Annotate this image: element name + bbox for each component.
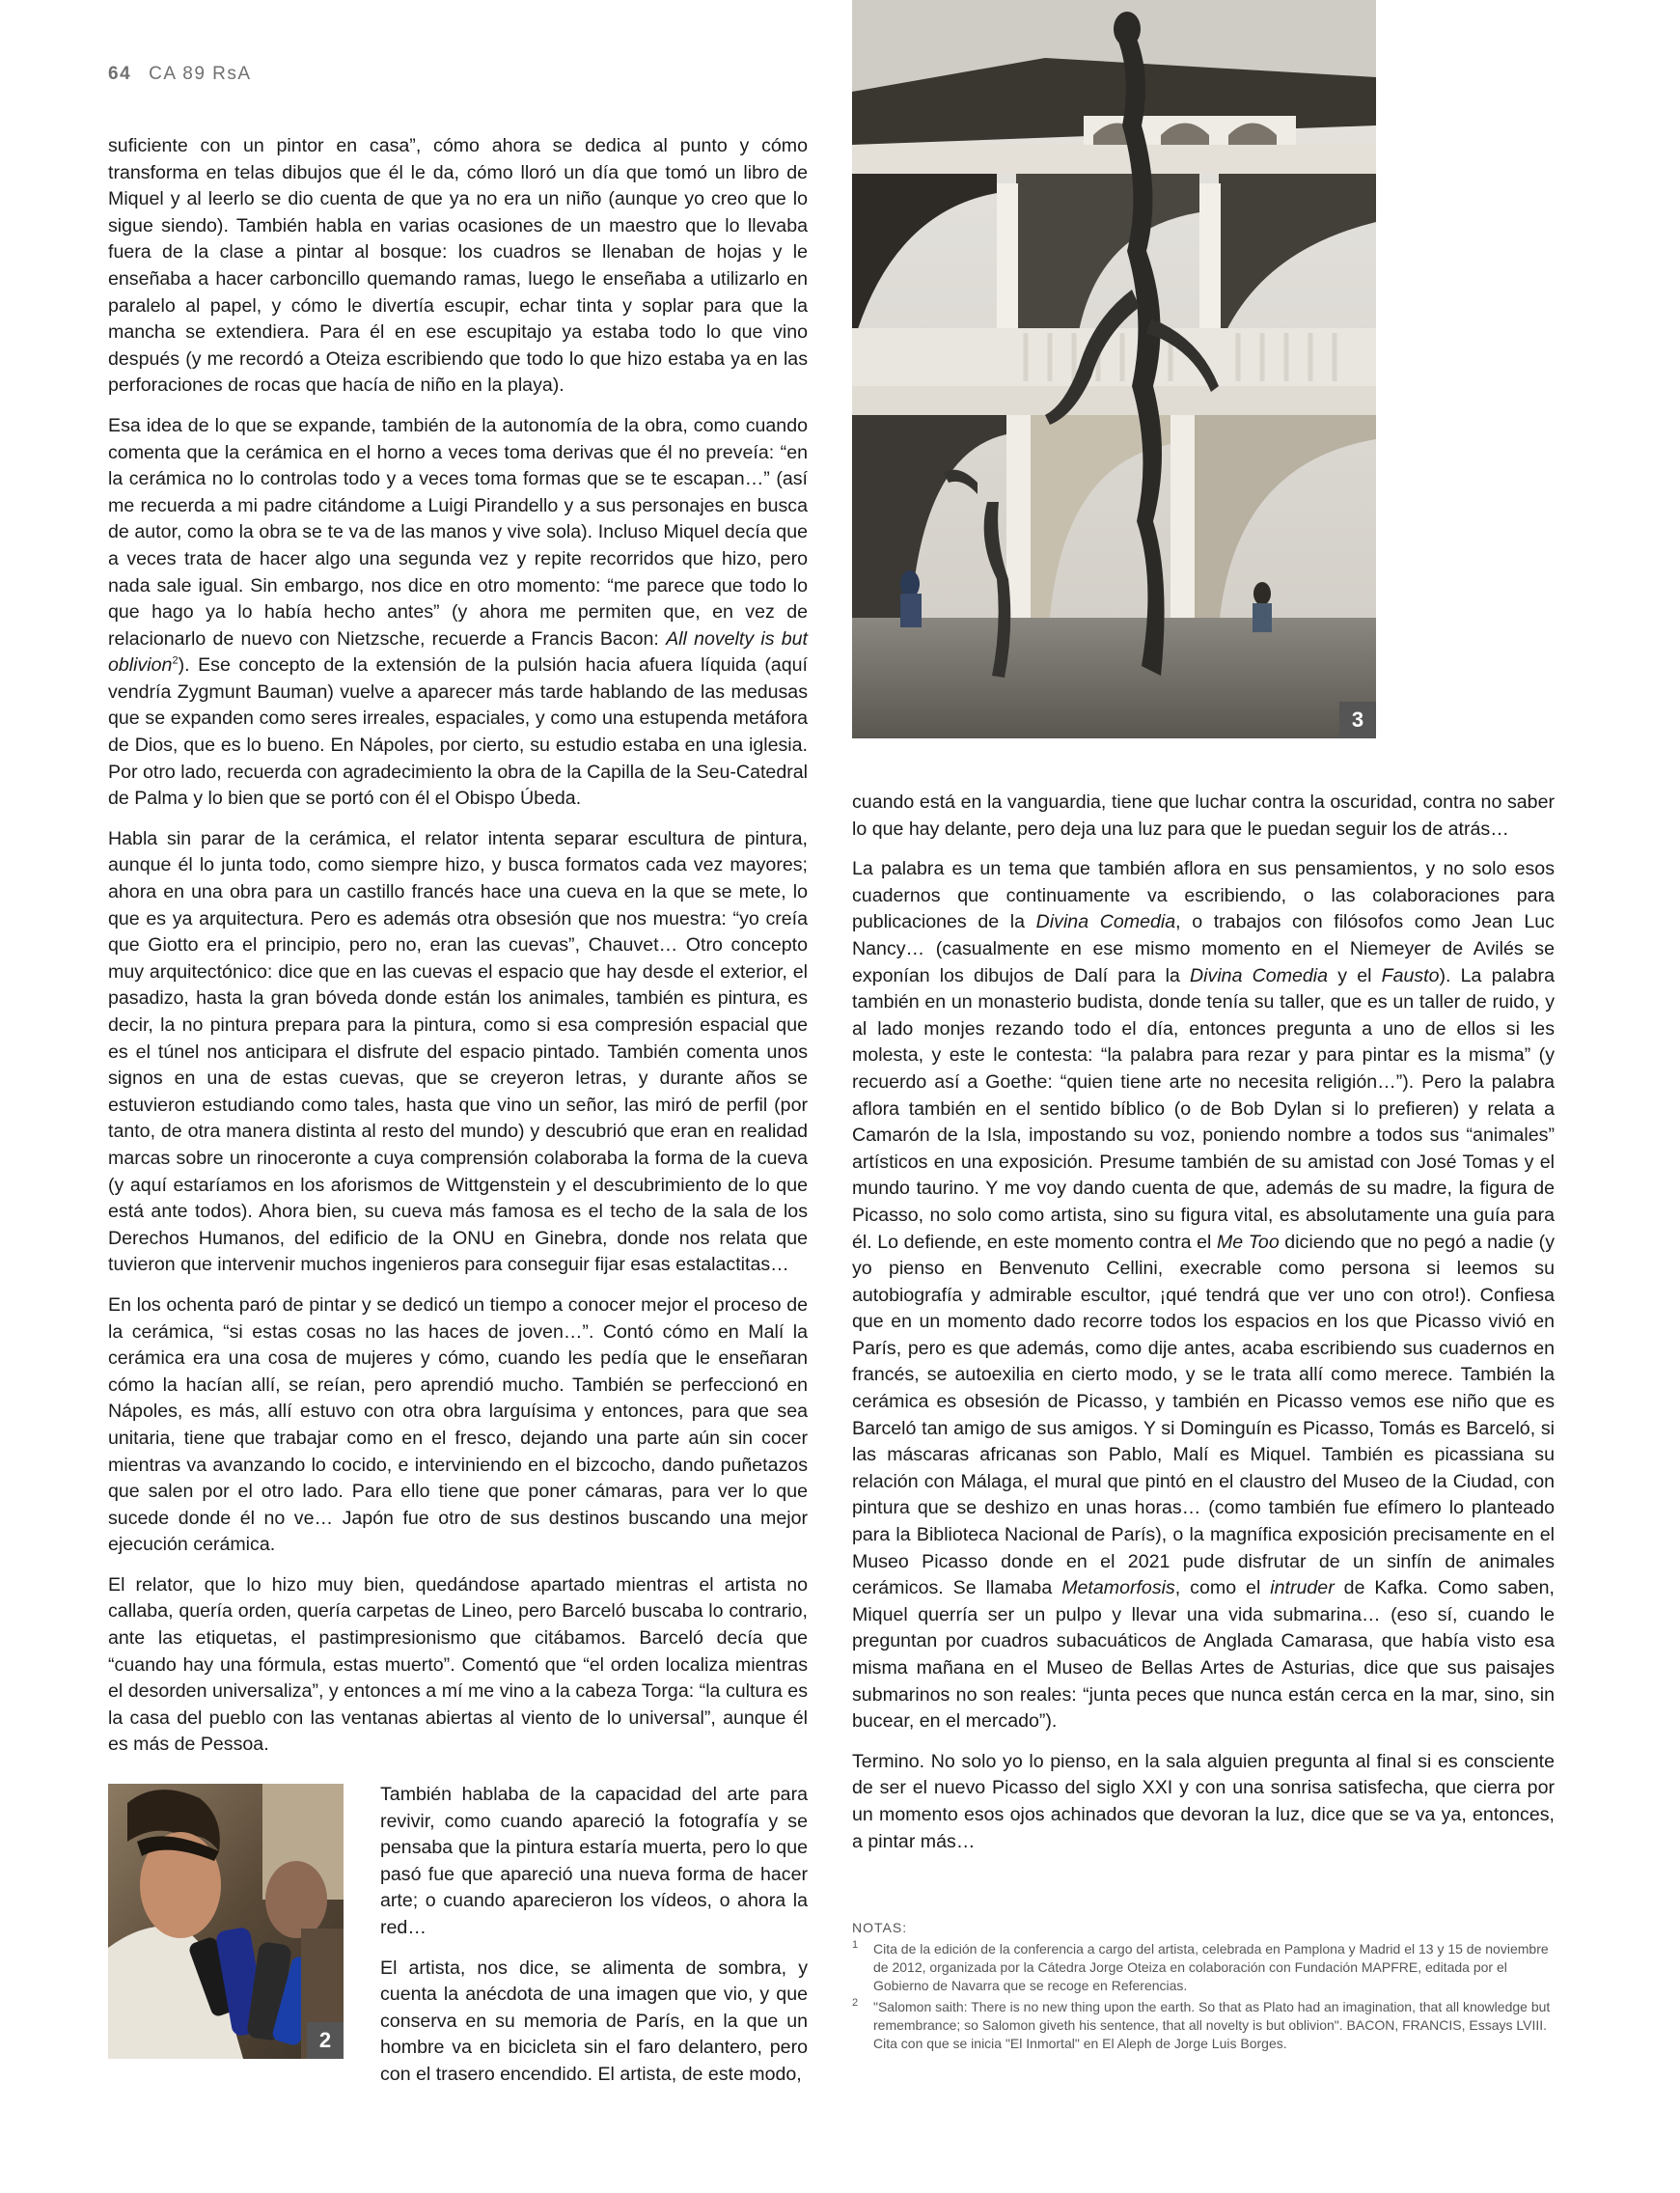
paragraph: Habla sin parar de la cerámica, el relator intenta separar escultura de pintura, aunque él lo junta todo, como siempre hizo, y busca formatos cada vez mayores; ahora en una obra para un castillo francés hace una cueva en la que se mete, lo que es ya arquitectura. Pero es además otra obsesión que nos muestra: “yo creía que Giotto era el principio, pero no, eran las cuevas”, Chauvet… Otro concepto muy arquitectónico: dice que en las cuevas el espacio que hay desde el exterior, el pasadizo, hasta la gran bóveda donde están los animales, también es pintura, es decir, la no pintura prepara para la pintura, como si esa compresión espacial que es el túnel nos anticipara el disfrute del espacio pintado. También comenta unos signos en una de estas cuevas, que se creyeron letras, y durante años se estuvieron estudiando como tales, hasta que vino un señor, las miró de perfil (por tanto, de otra manera distinta al resto del mundo) y descubrió que eran en realidad marcas sobre un rinoceronte a cuya comprensión colaboraba la forma de la cueva (y aquí estaríamos en los aforismos de Wittgenstein y el descubrimiento de lo que está ante todos). Ahora bien, su cueva más famosa es el techo de la sala de los Derechos Humanos, del edificio de la ONU en Ginebra, donde nos relata que tuvieron que intervenir muchos ingenieros para conseguir fijar esas estalactitas… (108, 827, 808, 1276)
paragraph: En los ochenta paró de pintar y se dedicó un tiempo a conocer mejor el proceso de la cerámica, “si estas cosas no las haces de joven…”. Contó cómo en Malí la cerámica era una cosa de mujeres y cómo, cuando les pedía que le enseñaran cómo la hacían allí, se reían, pero aprendió mucho. También se perfeccionó en Nápoles, es más, allí estuvo con otra obra larguísima y entonces, para que sea unitaria, tiene que trabajar como en el fresco, dejando una parte aún sin cocer mientras va avanzando lo cocido, e interviniendo en el bizcocho, dando puñetazos que salen por el otro lado. Para ello tiene que poner cámaras, para ver lo que sucede donde él no ve… Japón fue otro de sus destinos buscando una mejor ejecución cerámica. (108, 1293, 808, 1556)
paragraph: cuando está en la vanguardia, tiene que luchar contra la oscuridad, contra no saber lo que hay delante, pero deja una luz para que le puedan seguir los de atrás… (852, 791, 1555, 840)
figure-number-badge: 2 (307, 2022, 344, 2059)
footnote-number: 2 (852, 1997, 859, 2009)
paragraph: El relator, que lo hizo muy bien, quedándose apartado mientras el artista no callaba, quería orden, quería carpetas de Lineo, pero Barceló buscaba lo contrario, ante las etiquetas, el pastimpresionismo que citábamos. Barceló decía que “cuando hay una fórmula, estas muerto”. Comentó que “el orden localiza mientras el desorden universaliza”, y entonces a mí me vino a la cabeza Torga: “la cultura es la casa del pueblo con las ventanas abiertas al viento de lo universal”, aunque él es más de Pessoa. (108, 1573, 808, 1756)
paragraph: Termino. No solo yo lo pienso, en la sala alguien pregunta al final si es consciente de ser el nuevo Picasso del siglo XXI y con una sonrisa satisfecha, que cierra por un momento esos ojos achinados que devoran la luz, dice que se va ya, entonces, a pintar más… (852, 1750, 1555, 1852)
page-number: 64 (108, 64, 132, 84)
photo-artist-interview (108, 1784, 344, 2059)
paragraph: También hablaba de la capacidad del arte para revivir, como cuando apareció la fotografía y se pensaba que la pintura estaría muerta, pero lo que pasó fue que apareció una nueva forma de hacer arte; o cuando aparecieron los vídeos, o ahora la red… (380, 1784, 808, 1938)
photo-courtyard-sculpture (852, 0, 1376, 738)
journal-name: CA 89 RsA (149, 64, 252, 84)
paragraph: Esa idea de lo que se expande, también de la autonomía de la obra, como cuando comenta que la cerámica en el horno a veces toma derivas que él no preveía: “en la cerámica no lo controlas todo y a veces toma formas que se te escapan…” (así me recuerda a mi padre citándome a Luigi Pirandello y a sus personajes en busca de autor, como la obra se te va de las manos y vive sola). Incluso Miquel decía que a veces trata de hacer algo una segunda vez y repite recorridos que hizo, pero nada sale igual. Sin embargo, nos dice en otro momento: “me parece que todo lo que hago ya lo había hecho antes” (y ahora me permiten que, en vez de relacionarlo de nuevo con Nietzsche, recuerde a Francis Bacon: All novelty is but oblivion$^2$). Ese concepto de la extensión de la pulsión hacia afuera líquida (aquí vendría Zygmunt Bauman) vuelve a aparecer más tarde hablando de las medusas que se expanden como seres irreales, espaciales, y como una estupenda metáfora de Dios, que es lo bueno. En Nápoles, por cierto, su estudio estaba en una iglesia. Por otro lado, recuerda con agradecimiento la obra de la Capilla de la Seu-Catedral de Palma y lo bien que se portó con él el Obispo Úbeda. (108, 414, 808, 810)
figure-number-badge: 3 (1339, 702, 1376, 738)
running-header (108, 64, 252, 85)
right-column (852, 790, 1555, 1869)
bacon-quote: All novelty is but oblivion (108, 627, 808, 677)
footnotes (852, 1919, 1555, 2056)
artist-interview-image (108, 1784, 344, 2059)
footnote-text: Cita de la edición de la conferencia a cargo del artista, celebrada en Pamplona y Madrid el 13 y 15 de noviembre de 2012, organizada por la Cátedra Jorge Oteiza en colaboración con Fundación MAPFRE, editada por el Gobierno de Navarra que se recoge en Referencias. (873, 1941, 1549, 1993)
paragraph: suficiente con un pintor en casa”, cómo ahora se dedica al punto y cómo transforma en telas dibujos que él le da, cómo lloró un día que tomó un libro de Miquel y al leerlo se dio cuenta de que ya no era un niño (aunque yo creo que lo sigue siendo). También habla en varias ocasiones de un maestro que lo llevaba fuera de la clase a pintar al bosque: los cuadros se llenaban de hojas y le enseñaba a hacer carboncillo quemando ramas, luego le enseñaba a utilizarlo en paralelo al papel, y cómo le divertía escupir, echar tinta y soplar para que la mancha se extendiera. Para él en ese escupitajo ya estaba todo lo que vino después (y me recordó a Oteiza escribiendo que todo lo que hizo estaba ya en las perforaciones de rocas que hacía de niño en la playa). (108, 135, 808, 397)
footnote-2 (852, 1998, 1555, 2053)
notes-title: NOTAS: (852, 1920, 908, 1935)
wrapped-text-block (380, 1782, 808, 2102)
courtyard-sculpture-image (852, 0, 1376, 738)
footnote-ref-2[interactable]: 2 (172, 654, 179, 667)
paragraph: La palabra es un tema que también aflora en sus pensamientos, y no solo esos cuadernos que continuamente va escribiendo, o las colaboraciones para publicaciones de la Divina Comedia, o trabajos con filósofos como Jean Luc Nancy… (casualmente en ese mismo momento en el Niemeyer de Avilés se exponían los dibujos de Dalí para la Divina Comedia y el Fausto). La palabra también en un monasterio budista, donde tenía su taller, que es un taller de ruido, y al lado monjes rezando todo el día, entonces pregunta a uno de ellos si les molesta, y este le contesta: “la palabra para rezar y para pintar es la misma” (y recuerdo así a Goethe: “quien tiene arte no necesita religión…”). Pero la palabra aflora también en el sentido bíblico (o de Bob Dylan si lo prefieren) y relata a Camarón de la Isla, impostando su voz, poniendo nombre a todos sus “animales” artísticos en una exposición. Presume también de su amistad con José Tomas y el mundo taurino. Y me voy dando cuenta de que, además de su madre, la figura de Picasso, no solo como artista, sino su figura vital, es absolutamente una guía para él. Lo defiende, en este momento contra el Me Too diciendo que no pegó a nadie (y yo pienso en Benvenuto Cellini, execrable como persona si leemos su autobiografía y admirable escultor, ¡qué tendrá que ver uno con otro!). Confiesa que en un momento dado recorre todos los espacios en los que Picasso vivió en París, pero es que además, como dije antes, acaba escribiendo sus cuadernos en francés, se autoexilia en cierto modo, y se le trata allí como merece. También la cerámica es obsesión de Picasso, y también en Picasso vemos ese niño que es Barceló tan amigo de sus amigos. Y si Dominguín es Picasso, Tomás es Barceló, si las máscaras africanas son Pablo, Malí es Miquel. También es picassiana su relación con Málaga, el mural que pintó en el claustro del Museo de la Ciudad, con pintura que se deshizo en unas horas… (como también fue efímero lo planteado para la Biblioteca Nacional de París), o la magnífica exposición precisamente en el Museo Picasso donde en el 2021 pude disfrutar de un sinfín de animales cerámicos. Se llamaba Metamorfosis, como el intruder de Kafka. Como saben, Miquel querría ser un pulpo y llevar una vida submarina… (eso sí, cuando le preguntan por cuadros subacuáticos de Anglada Camarasa, que había visto esa misma mañana en el Museo de Bellas Artes de Asturias, dice que sus paisajes submarinos no son reales: “junta peces que nunca están cerca en la mar, sino, sin bucear, en el mercado”). (852, 858, 1555, 1733)
footnote-text: "Salomon saith: There is no new thing upon the earth. So that as Plato had an imagination, that all knowledge but remembrance; so Salomon giveth his sentence, that all novelty is but oblivion". BACON, FRANCIS, Essays LVIII. Cita con que se inicia "El Inmortal" en El Aleph de Jorge Luis Borges. (873, 1999, 1551, 2051)
footnote-number: 1 (852, 1939, 859, 1951)
footnote-1 (852, 1940, 1555, 1995)
paragraph: El artista, nos dice, se alimenta de sombra, y cuenta la anécdota de una imagen que vio, y que conserva en su memoria de París, en la que un hombre va en bicicleta sin el faro delantero, pero con el trasero encendido. El artista, de este modo, (380, 1957, 808, 2085)
left-column (108, 133, 808, 1772)
